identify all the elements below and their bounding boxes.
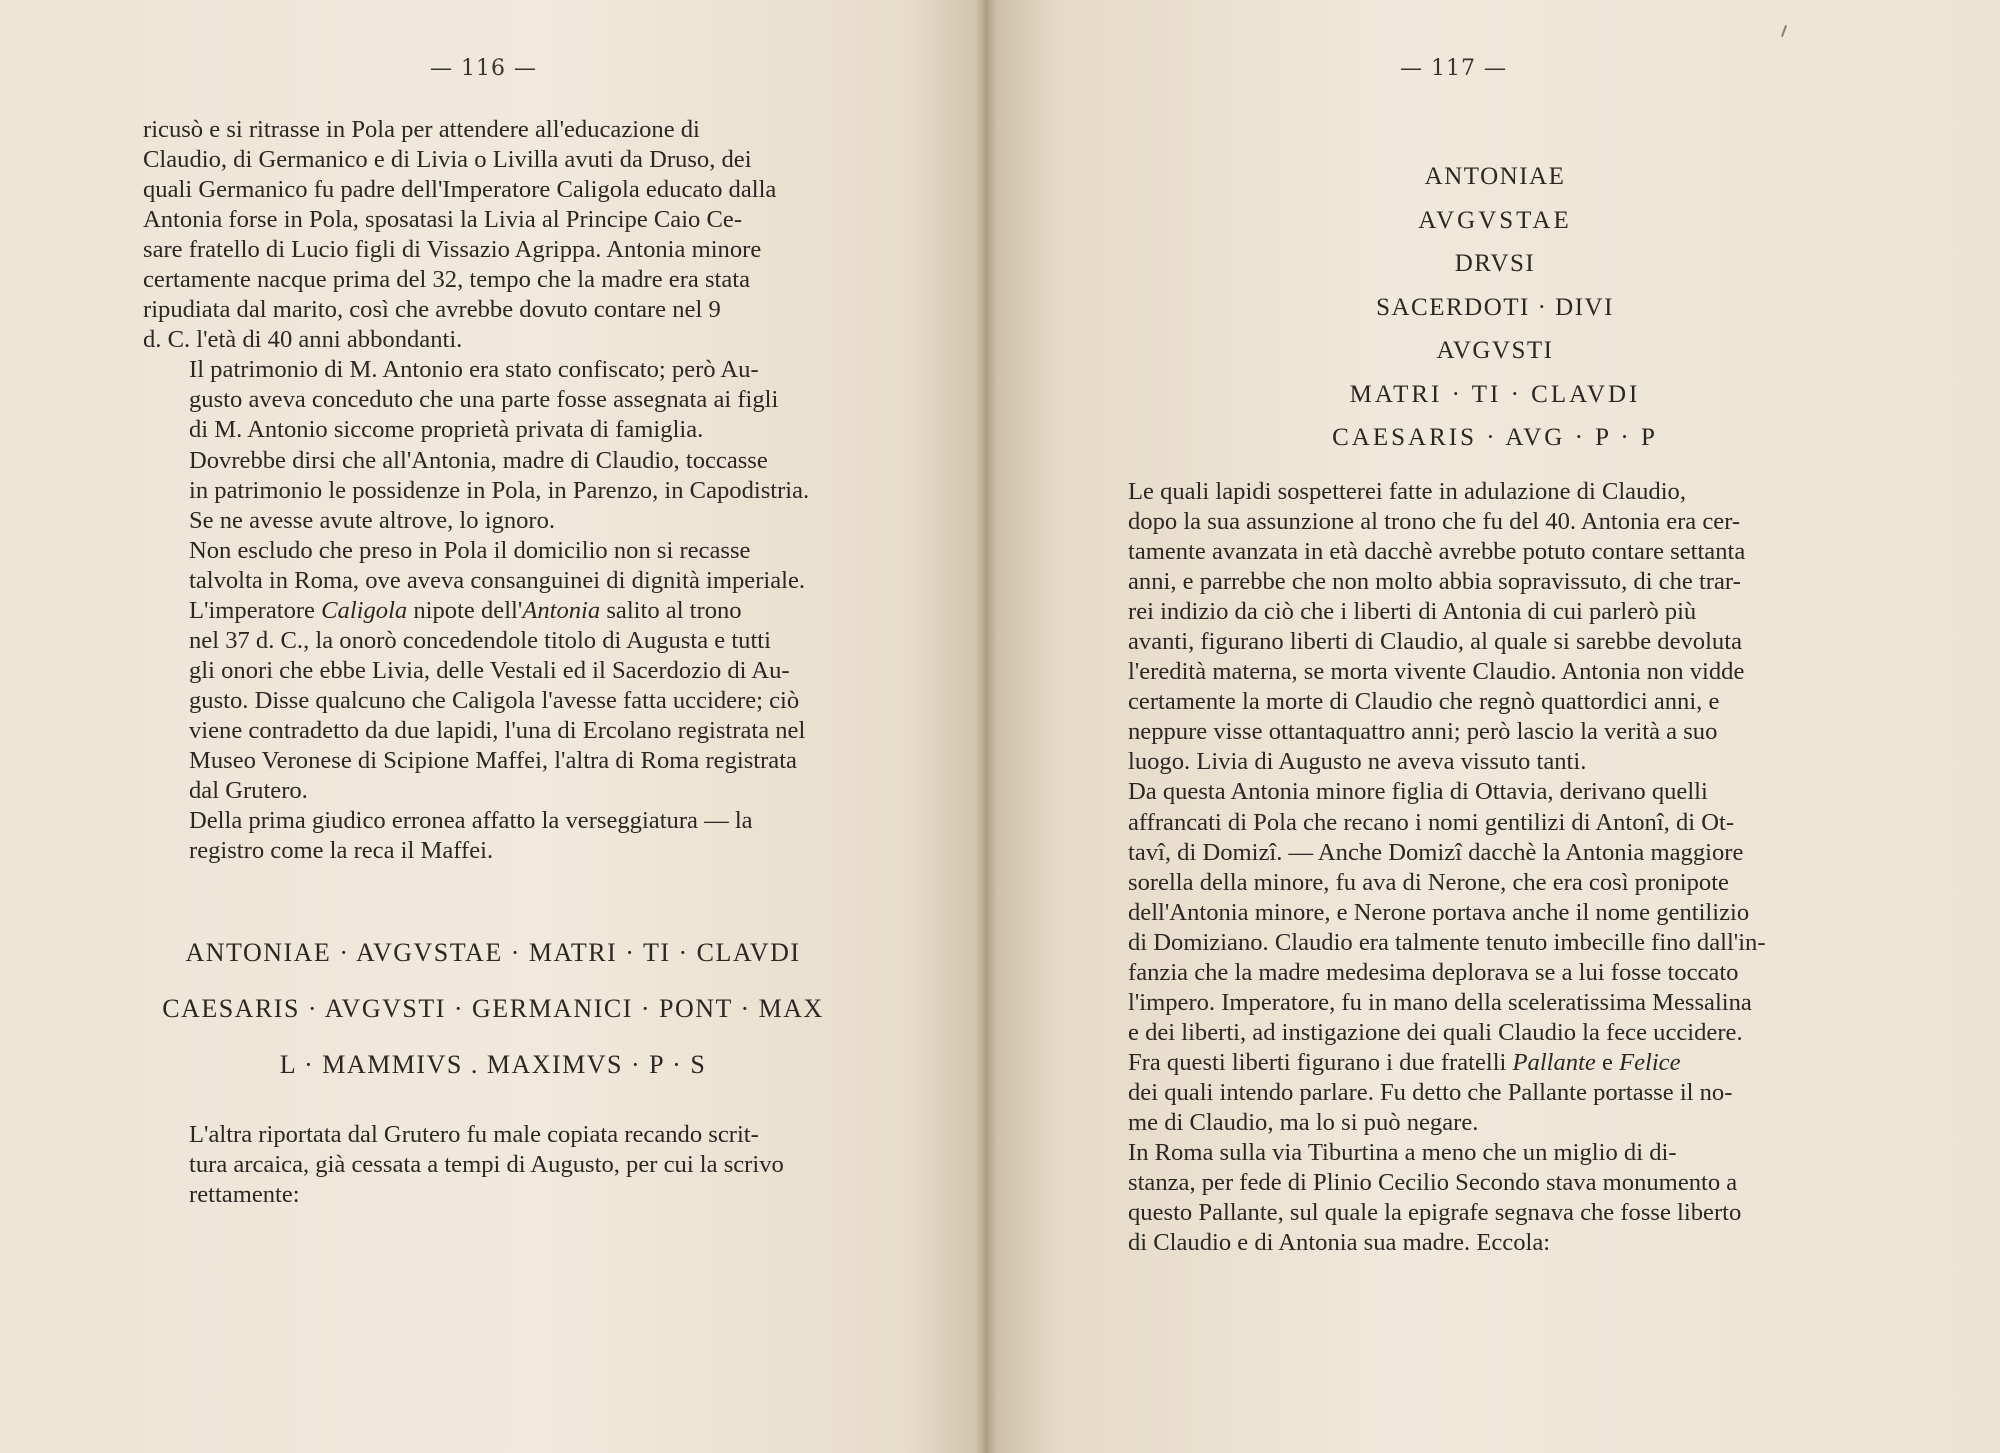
paragraph xyxy=(1082,477,1797,777)
text-line: tura arcaica, già cessata a tempi di Augusto, per cui la scrivo xyxy=(189,1151,784,1179)
text-line: neppure visse ottantaquattro anni; però lascio la verità a suo xyxy=(1128,718,1718,746)
text-line: sare fratello di Lucio figli di Vissazio Agrippa. Antonia minore xyxy=(143,236,762,264)
text-line: certamente nacque prima del 32, tempo che la madre era stata xyxy=(143,266,751,294)
text-line: Il patrimonio di M. Antonio era stato confiscato; però Au- xyxy=(189,356,759,384)
text-line: di M. Antonio siccome proprietà privata di famiglia. xyxy=(189,416,704,444)
text-line: fanzia che la madre medesima deplorava se a lui fosse toccato xyxy=(1128,958,1739,986)
text-line: ricusò e si ritrasse in Pola per attendere all'educazione di xyxy=(143,116,700,143)
text-line: anni, e parrebbe che non molto abbia sopravissuto, di che trar- xyxy=(1128,568,1741,596)
text-line: rei indizio da ciò che i liberti di Antonia di cui parlerò più xyxy=(1128,598,1697,626)
text-line: stanza, per fede di Plinio Cecilio Secondo stava monumento a xyxy=(1128,1169,1738,1197)
paragraph xyxy=(143,1120,843,1210)
text-line: gusto. Disse qualcuno che Caligola l'avesse fatta uccidere; ciò xyxy=(189,686,800,714)
emphasis: Pallante xyxy=(1512,1048,1596,1076)
text-run: e xyxy=(1595,1048,1620,1076)
text-line: talvolta in Roma, ove aveva consanguinei di dignità imperiale. xyxy=(189,566,806,594)
text-line: gli onori che ebbe Livia, delle Vestali ed il Sacerdozio di Au- xyxy=(189,656,790,684)
text-line: l'eredità materna, se morta vivente Claudio. Antonia non vidde xyxy=(1128,658,1745,686)
paragraph xyxy=(143,596,843,806)
emphasis: Caligola xyxy=(321,596,408,624)
page-number-left: — 116 — xyxy=(430,56,537,81)
text-line: quali Germanico fu padre dell'Imperatore Caligola educato dalla xyxy=(143,176,777,204)
text-line: In Roma sulla via Tiburtina a meno che un miglio di di- xyxy=(1128,1139,1677,1167)
inscription-line: ANTONIAE xyxy=(1424,163,1566,190)
book-gutter xyxy=(975,0,997,1453)
text-line: Museo Veronese di Scipione Maffei, l'altra di Roma registrata xyxy=(189,746,797,774)
text-line: nel 37 d. C., la onorò concedendole titolo di Augusta e tutti xyxy=(189,626,771,654)
text-line: questo Pallante, sul quale la epigrafe segnava che fosse liberto xyxy=(1128,1199,1742,1227)
text-line: Dovrebbe dirsi che all'Antonia, madre di Claudio, toccasse xyxy=(189,446,768,474)
text-line: registro come la reca il Maffei. xyxy=(189,837,494,865)
paragraph xyxy=(1082,777,1797,1047)
text-line: dal Grutero. xyxy=(189,777,308,805)
text-line: in patrimonio le possidenze in Pola, in Parenzo, in Capodistria. xyxy=(189,476,810,504)
inscription-line: AVGVSTI xyxy=(1436,337,1554,364)
text-line: avanti, figurano liberti di Claudio, al quale si sarebbe devoluta xyxy=(1128,628,1742,656)
inscription-line: SACERDOTI · DIVI xyxy=(1376,293,1614,321)
paragraph xyxy=(143,806,843,866)
text-line: dopo la sua assunzione al trono che fu del 40. Antonia era cer- xyxy=(1128,508,1741,536)
left-page xyxy=(0,0,985,1453)
paragraph xyxy=(143,115,843,355)
inscription-line: DRVSI xyxy=(1454,250,1536,277)
inscription-line: ANTONIAE · AVGVSTAE · MATRI · TI · CLAVDI xyxy=(185,938,801,967)
text-line: dell'Antonia minore, e Nerone portava anche il nome gentilizio xyxy=(1128,898,1750,926)
emphasis: Felice xyxy=(1619,1048,1681,1076)
inscription-line: CAESARIS · AVGVSTI · GERMANICI · PONT · MAX xyxy=(162,994,824,1023)
text-line xyxy=(1082,1048,1797,1078)
text-line: di Domiziano. Claudio era talmente tenuto imbecille fino dall'in- xyxy=(1128,928,1766,956)
text-line: certamente la morte di Claudio che regnò quattordici anni, e xyxy=(1128,688,1720,716)
inscription-line: L · MAMMIVS . MAXIMVS · P · S xyxy=(279,1050,707,1079)
text-line: d. C. l'età di 40 anni abbondanti. xyxy=(143,326,463,354)
text-run: Fra questi liberti figurano i due fratelli xyxy=(1128,1048,1513,1076)
inscription-left xyxy=(143,925,843,1093)
right-page xyxy=(985,0,2000,1453)
left-body-text xyxy=(143,115,843,866)
ink-mark xyxy=(1781,25,1787,37)
text-line: Della prima giudico erronea affatto la verseggiatura — la xyxy=(189,807,753,835)
text-line: affrancati di Pola che recano i nomi gentilizi di Antonî, di Ot- xyxy=(1128,808,1735,836)
right-body-text xyxy=(1082,477,1797,1258)
text-line: rettamente: xyxy=(189,1181,300,1209)
page-number-right: — 117 — xyxy=(1400,56,1507,81)
text-line: sorella della minore, fu ava di Nerone, che era così pronipote xyxy=(1128,868,1729,896)
text-line: me di Claudio, ma lo si può negare. xyxy=(1128,1108,1479,1136)
text-line: l'impero. Imperatore, fu in mano della sceleratissima Messalina xyxy=(1128,988,1752,1016)
text-line: Claudio, di Germanico e di Livia o Livilla avuti da Druso, dei xyxy=(143,146,752,174)
text-run: L'imperatore xyxy=(189,596,322,624)
text-line: Se ne avesse avute altrove, lo ignoro. xyxy=(189,506,556,534)
paragraph xyxy=(1082,1048,1797,1138)
paragraph xyxy=(143,355,843,445)
text-line: luogo. Livia di Augusto ne aveva vissuto tanti. xyxy=(1128,748,1587,776)
text-line: dei quali intendo parlare. Fu detto che Pallante portasse il no- xyxy=(1128,1078,1733,1106)
text-line: tamente avanzata in età dacchè avrebbe potuto contare settanta xyxy=(1128,538,1746,566)
text-line: Da questa Antonia minore figlia di Ottavia, derivano quelli xyxy=(1128,778,1708,806)
text-run: nipote dell' xyxy=(407,596,523,624)
text-line: ripudiata dal marito, così che avrebbe dovuto contare nel 9 xyxy=(143,296,721,324)
left-body-text-bottom xyxy=(143,1120,843,1210)
text-line: di Claudio e di Antonia sua madre. Eccola: xyxy=(1128,1229,1551,1257)
inscription-right xyxy=(1275,155,1715,460)
text-line: gusto aveva conceduto che una parte fosse assegnata ai figli xyxy=(189,386,779,414)
text-run: salito al trono xyxy=(600,596,742,624)
text-line: viene contradetto da due lapidi, l'una di Ercolano registrata nel xyxy=(189,716,806,744)
paragraph xyxy=(143,536,843,596)
inscription-line: MATRI · TI · CLAVDI xyxy=(1349,380,1641,408)
inscription-line: CAESARIS · AVG · P · P xyxy=(1332,424,1658,451)
text-line: Le quali lapidi sospetterei fatte in adulazione di Claudio, xyxy=(1128,478,1686,505)
inscription-line: AVGVSTAE xyxy=(1418,206,1572,234)
text-line: Antonia forse in Pola, sposatasi la Livia al Principe Caio Ce- xyxy=(143,206,743,234)
text-line: L'altra riportata dal Grutero fu male copiata recando scrit- xyxy=(189,1121,759,1148)
text-line xyxy=(143,596,843,626)
paragraph xyxy=(143,446,843,536)
emphasis: Antonia xyxy=(522,596,601,624)
text-line: Non escludo che preso in Pola il domicilio non si recasse xyxy=(189,536,751,564)
text-line: tavî, di Domizî. — Anche Domizî dacchè la Antonia maggiore xyxy=(1128,838,1744,866)
paragraph xyxy=(1082,1138,1797,1258)
text-line: e dei liberti, ad instigazione dei quali Claudio la fece uccidere. xyxy=(1128,1018,1743,1046)
